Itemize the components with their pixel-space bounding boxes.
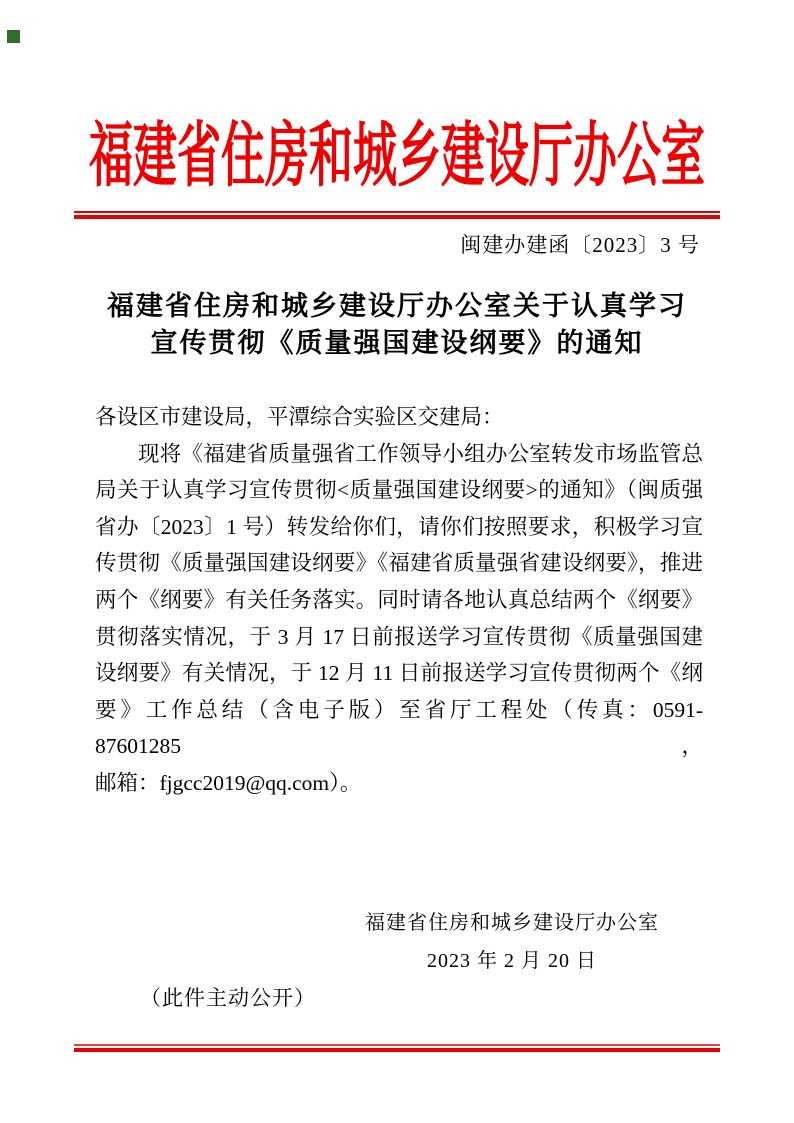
divider-thin-line — [74, 1044, 720, 1046]
letterhead-agency-title: 福建省住房和城乡建设厅办公室 — [89, 117, 705, 196]
document-number: 闽建办建函〔2023〕3 号 — [460, 233, 700, 257]
body-line-last: 邮箱：fjgcc2019@qq.com）。 — [95, 770, 362, 795]
document-body — [95, 399, 703, 802]
disclosure-note: （此件主动公开） — [140, 986, 316, 1010]
divider-thick-line — [74, 215, 720, 219]
body-line: 省办〔2023〕1 号）转发给你们，请你们按照要求，积极学习宣 — [95, 514, 703, 539]
body-line: 局关于认真学习宣传贯彻<质量强国建设纲要>的通知》（闽质强 — [95, 478, 703, 503]
signature-date: 2023 年 2 月 20 日 — [427, 950, 597, 972]
signature-org: 福建省住房和城乡建设厅办公室 — [365, 912, 659, 934]
body-line: 贯彻落实情况，于 3 月 17 日前报送学习宣传贯彻《质量强国建 — [95, 624, 703, 649]
divider-thick-line — [74, 1048, 720, 1052]
scan-artifact-mark — [7, 30, 20, 43]
title-line-2: 宣传贯彻《质量强国建设纲要》的通知 — [150, 328, 644, 358]
recipient-line: 各设区市建设局，平潭综合实验区交建局： — [95, 405, 504, 429]
body-line: 传贯彻《质量强国建设纲要》《福建省质量强省建设纲要》，推进 — [95, 551, 703, 576]
signature-block — [300, 904, 724, 980]
title-line-1: 福建省住房和城乡建设厅办公室关于认真学习 — [107, 291, 687, 321]
body-line: 要》工作总结（含电子版）至省厅工程处（传真：0591-87601285， — [95, 697, 703, 759]
body-line: 两个《纲要》有关任务落实。同时请各地认真总结两个《纲要》 — [95, 587, 703, 612]
body-line: 设纲要》有关情况，于 12 月 11 日前报送学习宣传贯彻两个《纲 — [95, 661, 703, 686]
document-title — [0, 288, 794, 362]
footer-divider-rule — [74, 1044, 720, 1052]
body-line: 现将《福建省质量强省工作领导小组办公室转发市场监管总 — [138, 441, 703, 466]
divider-thin-line — [74, 211, 720, 213]
letterhead-divider-rule — [74, 211, 720, 219]
